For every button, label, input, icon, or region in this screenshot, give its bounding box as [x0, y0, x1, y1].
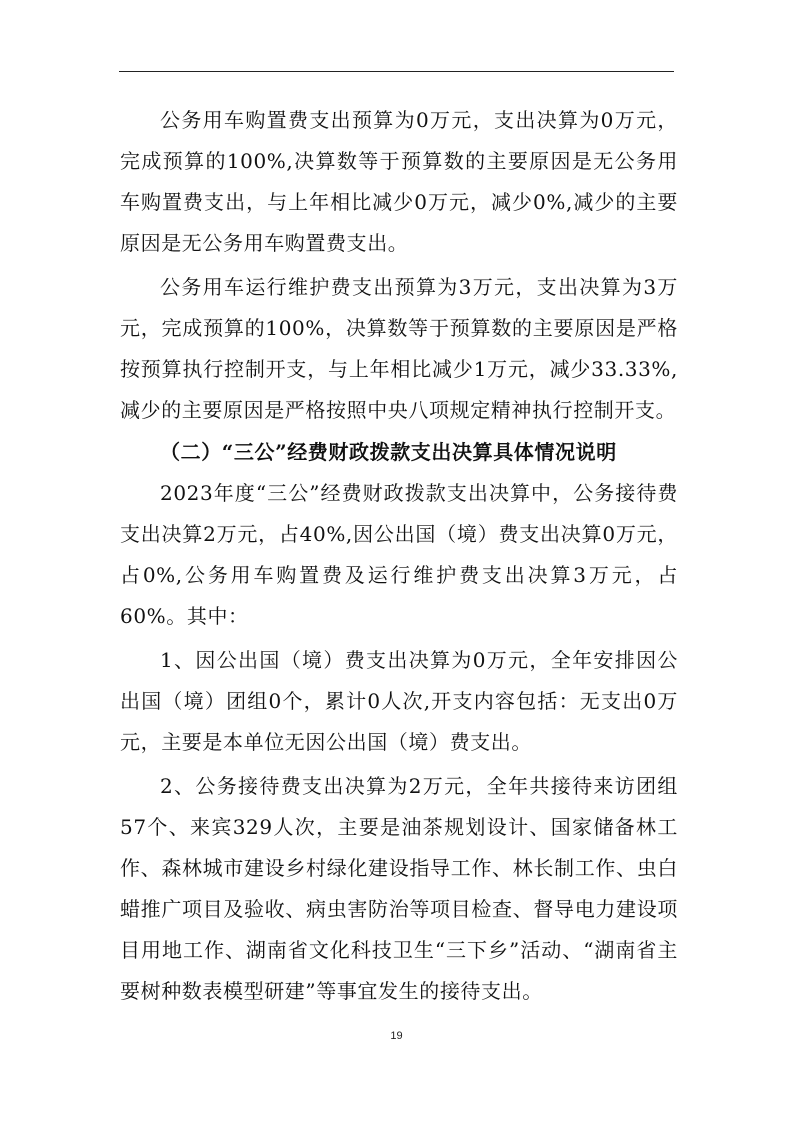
paragraph-vehicle-purchase: 公务用车购置费支出预算为0万元，支出决算为0万元，完成预算的100%,决算数等于预算数的主要原因是无公务用车购置费支出，与上年相比减少0万元，减少0%,减少的主要原因是无公务用车购置费支出。	[120, 108, 678, 255]
paragraph-overseas-travel: 1、因公出国（境）费支出决算为0万元，全年安排因公出国（境）团组0个，累计0人次,开支内容包括：无支出0万元，主要是本单位无因公出国（境）费支出。	[120, 648, 678, 754]
header-rule	[119, 71, 674, 72]
paragraph-three-public-summary: 2023年度“三公”经费财政拨款支出决算中，公务接待费支出决算2万元，占40%,因公出国（境）费支出决算0万元，占0%,公务用车购置费及运行维护费支出决算3万元，占60%。其中：	[120, 481, 678, 628]
paragraph-vehicle-maintenance: 公务用车运行维护费支出预算为3万元，支出决算为3万元，完成预算的100%，决算数等于预算数的主要原因是严格按预算执行控制开支，与上年相比减少1万元，减少33.33%,减少的主要原因是严格按照中央八项规定精神执行控制开支。	[120, 275, 678, 422]
section-heading: （二）“三公”经费财政拨款支出决算具体情况说明	[160, 440, 617, 464]
page-number: 19	[390, 1030, 403, 1042]
paragraph-reception: 2、公务接待费支出决算为2万元，全年共接待来访团组57个、来宾329人次，主要是油茶规划设计、国家储备林工作、森林城市建设乡村绿化建设指导工作、林长制工作、虫白蜡推广项目及验收、病虫害防治等项目检查、督导电力建设项目用地工作、湖南省文化科技卫生“三下乡”活动、“湖南省主要树种数表模型研建”等事宜发生的接待支出。	[120, 774, 678, 1003]
document-body	[120, 100, 678, 1012]
